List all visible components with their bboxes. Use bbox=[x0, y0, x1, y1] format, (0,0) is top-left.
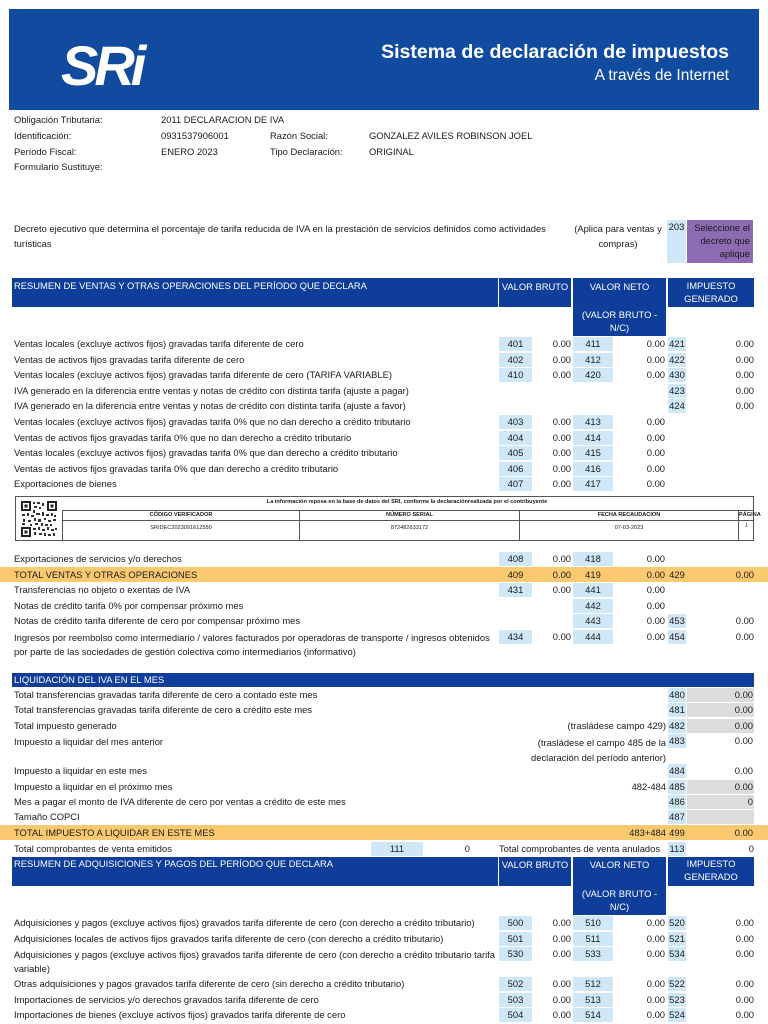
adquisiciones-row bbox=[0, 915, 768, 930]
impuesto-code: 423 bbox=[669, 384, 685, 396]
adquisiciones-row bbox=[0, 1007, 768, 1022]
valor-bruto-code: 431 bbox=[499, 583, 532, 597]
liquidacion-row-label: Impuesto a liquidar del mes anterior bbox=[14, 736, 164, 748]
ventas-row bbox=[0, 567, 768, 582]
ventas-row bbox=[0, 598, 768, 613]
valor-neto-value: 0.00 bbox=[646, 447, 665, 459]
impuesto-value: 0.00 bbox=[735, 568, 754, 580]
liquidacion-code: 482 bbox=[669, 719, 685, 731]
valor-neto-code: 510 bbox=[573, 916, 613, 930]
ventas-row-label: Ventas locales (excluye activos fijos) gravadas tarifa diferente de cero bbox=[14, 338, 304, 349]
ventas-valor-bruto-header bbox=[499, 278, 571, 307]
liquidacion-code: 485 bbox=[669, 780, 685, 792]
valor-bruto-code: 504 bbox=[499, 1008, 532, 1022]
valor-bruto-value: 0.00 bbox=[552, 978, 571, 990]
ventas-row-label: IVA generado en la diferencia entre ventas y notas de crédito con distinta tarifa (ajuste a favor) bbox=[14, 400, 406, 412]
liquidacion-value: 0.00 bbox=[687, 780, 754, 794]
impuesto-code: 422 bbox=[669, 353, 685, 365]
ventas-row bbox=[0, 629, 768, 659]
ventas-row bbox=[0, 352, 768, 367]
liquidacion-row bbox=[0, 702, 768, 717]
ventas-row bbox=[0, 613, 768, 628]
valor-neto-value: 0.00 bbox=[646, 631, 665, 642]
liquidacion-code: 483 bbox=[669, 735, 685, 747]
valor-bruto-code: 402 bbox=[499, 353, 532, 367]
valor-neto-code: 418 bbox=[573, 552, 613, 566]
ventas-row-label: Exportaciones de bienes bbox=[14, 478, 117, 490]
valor-bruto-code: 407 bbox=[499, 477, 532, 491]
liquidacion-row-label: TOTAL IMPUESTO A LIQUIDAR EN ESTE MES bbox=[14, 826, 215, 838]
comprobantes-anulados-code: 113 bbox=[669, 843, 685, 854]
valor-neto-value: 0.00 bbox=[646, 584, 665, 596]
ventas-row bbox=[0, 414, 768, 429]
ventas-row-label: Ventas de activos fijos gravadas tarifa 0% que no dan derecho a crédito tributario bbox=[14, 431, 352, 443]
valor-bruto-code: 502 bbox=[499, 977, 532, 991]
ventas-row-label: Notas de crédito tarifa diferente de cero por compensar próximo mes bbox=[14, 615, 301, 627]
ventas-neto-note: (VALOR BRUTO - N/C) bbox=[581, 309, 658, 333]
valor-neto-value: 0.00 bbox=[646, 478, 665, 490]
liquidacion-row-label: Total transferencias gravadas tarifa diferente de cero a contado este mes bbox=[14, 689, 318, 700]
valor-bruto-value: 0.00 bbox=[552, 917, 571, 928]
adquisiciones-row-label: Importaciones de servicios y/o derechos gravados tarifa diferente de cero bbox=[14, 993, 319, 1005]
codigo-verificador-label: CÓDIGO VERIFICADOR bbox=[149, 512, 213, 518]
decreto-aplica-note: (Aplica para ventas y compras) bbox=[574, 223, 662, 249]
liquidacion-code: 481 bbox=[669, 704, 685, 716]
adquisiciones-section-title: RESUMEN DE ADQUISICIONES Y PAGOS DEL PERÍODO QUE DECLARA bbox=[14, 858, 333, 869]
adq-neto-note-header bbox=[573, 886, 666, 915]
ventas-row-label: Notas de crédito tarifa 0% por compensar próximo mes bbox=[14, 599, 244, 611]
comprobantes-emitidos-code: 111 bbox=[371, 842, 423, 856]
ventas-impuesto-header bbox=[668, 278, 754, 307]
liquidacion-row-label: Impuesto a liquidar en este mes bbox=[14, 765, 147, 777]
liquidacion-row-note: 483+484 bbox=[629, 826, 666, 838]
decreto-code: 203 bbox=[667, 220, 686, 263]
valor-bruto-code: 403 bbox=[499, 415, 532, 429]
liquidacion-row bbox=[0, 825, 768, 840]
ventas-row bbox=[0, 398, 768, 413]
valor-neto-code: 417 bbox=[573, 477, 613, 491]
valor-neto-value: 0.00 bbox=[646, 993, 665, 1005]
adquisiciones-row bbox=[0, 931, 768, 946]
system-subtitle: A través de Internet bbox=[594, 67, 729, 84]
valor-bruto-code: 500 bbox=[499, 916, 532, 930]
liquidacion-code: 499 bbox=[669, 826, 685, 838]
system-title: Sistema de declaración de impuestos bbox=[381, 41, 729, 63]
ventas-row-label: Ingresos por reembolso como intermediario / valores facturados por operadoras de transporte / ingresos obtenidos por parte de las sociedades de gestión colectiva como intermediarios (informativo) bbox=[14, 632, 490, 657]
impuesto-code: 421 bbox=[669, 338, 685, 349]
valor-neto-code: 441 bbox=[573, 583, 613, 597]
liquidacion-value: 0 bbox=[687, 795, 754, 809]
valor-bruto-value: 0.00 bbox=[552, 462, 571, 474]
valor-neto-code: 415 bbox=[573, 446, 613, 460]
liquidacion-code: 487 bbox=[669, 811, 685, 823]
impuesto-code: 523 bbox=[669, 993, 685, 1005]
valor-neto-value: 0.00 bbox=[646, 369, 665, 381]
adq-neto-note: (VALOR BRUTO - N/C) bbox=[581, 888, 658, 912]
valor-bruto-code: 501 bbox=[499, 932, 532, 946]
tipo-declaracion-label: Tipo Declaración: bbox=[270, 146, 343, 157]
impuesto-code: 430 bbox=[669, 369, 685, 381]
liquidacion-row bbox=[0, 779, 768, 794]
valor-neto-code: 414 bbox=[573, 431, 613, 445]
valor-neto-code: 413 bbox=[573, 415, 613, 429]
valor-bruto-code: 404 bbox=[499, 431, 532, 445]
valor-neto-code: 411 bbox=[573, 337, 613, 351]
liquidacion-value: 0.00 bbox=[687, 703, 754, 717]
valor-neto-code: 533 bbox=[573, 947, 613, 961]
numero-serial-label: NÚMERO SERIAL bbox=[386, 512, 433, 518]
adquisiciones-row bbox=[0, 976, 768, 991]
valor-neto-value: 0.00 bbox=[646, 599, 665, 611]
liquidacion-row-label: Tamaño COPCI bbox=[14, 811, 80, 823]
obligacion-value: 2011 DECLARACION DE IVA bbox=[161, 114, 285, 125]
liquidacion-row-label: Total impuesto generado bbox=[14, 719, 117, 731]
ventas-row bbox=[0, 336, 768, 351]
ventas-row bbox=[0, 445, 768, 460]
impuesto-code: 429 bbox=[669, 568, 685, 580]
tipo-declaracion-value: ORIGINAL bbox=[369, 146, 414, 157]
liquidacion-section-title: LIQUIDACIÓN DEL IVA EN EL MES bbox=[14, 674, 165, 685]
liquidacion-code: 484 bbox=[669, 765, 685, 777]
codigo-verificador-value: SRIDEC2023091612550 bbox=[150, 525, 212, 531]
impuesto-code: 424 bbox=[669, 400, 685, 412]
impuesto-value: 0.00 bbox=[735, 369, 754, 381]
valor-bruto-value: 0.00 bbox=[552, 584, 571, 596]
ventas-row bbox=[0, 476, 768, 491]
liquidacion-value: 0.00 bbox=[734, 735, 753, 747]
adq-valor-neto-label: VALOR NETO bbox=[589, 859, 650, 870]
valor-neto-value: 0.00 bbox=[646, 917, 665, 928]
comprobantes-row bbox=[0, 841, 768, 856]
ventas-row-label: TOTAL VENTAS Y OTRAS OPERACIONES bbox=[14, 568, 198, 580]
valor-neto-value: 0.00 bbox=[646, 615, 665, 627]
liquidacion-row-label: Mes a pagar el monto de IVA diferente de cero por ventas a crédito de este mes bbox=[14, 796, 346, 807]
comprobantes-emitidos-value: 0 bbox=[464, 843, 470, 854]
valor-bruto-code: 401 bbox=[499, 337, 532, 351]
pagina-label: PÁGINA bbox=[739, 512, 761, 518]
ventas-section-title: RESUMEN DE VENTAS Y OTRAS OPERACIONES DEL PERÍODO QUE DECLARA bbox=[14, 280, 367, 291]
ventas-valor-neto-header bbox=[573, 278, 666, 307]
verification-title: La información reposa en la base de datos del SRI, conforme la declaraciónrealizada por el contribuyente bbox=[266, 499, 548, 505]
impuesto-value: 0.00 bbox=[735, 615, 754, 627]
sustitutivo-label: Formulario Sustituye: bbox=[14, 161, 103, 172]
valor-neto-value: 0.00 bbox=[646, 568, 665, 580]
impuesto-value: 0.00 bbox=[735, 917, 754, 928]
valor-bruto-value: 0.00 bbox=[552, 353, 571, 365]
valor-bruto-value: 0.00 bbox=[552, 338, 571, 349]
liquidacion-row bbox=[0, 718, 768, 733]
valor-bruto-value: 0.00 bbox=[552, 478, 571, 490]
valor-neto-code: 511 bbox=[573, 932, 613, 946]
valor-neto-code: 442 bbox=[573, 599, 613, 613]
ventas-row-label: Ventas locales (excluye activos fijos) gravadas tarifa diferente de cero (TARIFA VARIABLE) bbox=[14, 369, 392, 381]
impuesto-code: 522 bbox=[669, 978, 685, 990]
liquidacion-row bbox=[0, 794, 768, 809]
ventas-row-label: Ventas locales (excluye activos fijos) gravadas tarifa 0% que no dan derecho a crédito tributario bbox=[14, 416, 411, 427]
valor-neto-code: 513 bbox=[573, 993, 613, 1007]
valor-bruto-value: 0.00 bbox=[552, 568, 571, 580]
identificacion-label: Identificación: bbox=[14, 130, 72, 141]
pagina-cell bbox=[738, 511, 761, 541]
ventas-valor-bruto-label: VALOR BRUTO bbox=[501, 281, 569, 292]
impuesto-code: 453 bbox=[669, 615, 685, 627]
adq-valor-bruto-label: VALOR BRUTO bbox=[501, 859, 569, 870]
ventas-impuesto-label: IMPUESTO GENERADO bbox=[684, 280, 738, 304]
impuesto-value: 0.00 bbox=[735, 948, 754, 960]
adq-impuesto-label: IMPUESTO GENERADO bbox=[684, 858, 738, 882]
valor-neto-code: 512 bbox=[573, 977, 613, 991]
impuesto-code: 454 bbox=[669, 631, 685, 642]
valor-neto-value: 0.00 bbox=[646, 1009, 665, 1021]
numero-serial-cell bbox=[299, 511, 519, 541]
liquidacion-value: 0.00 bbox=[734, 826, 753, 838]
numero-serial-value: 872482633172 bbox=[390, 525, 429, 531]
liquidacion-row-note: (trasládese el campo 485 de la declaración del período anterior) bbox=[531, 737, 666, 764]
ventas-row bbox=[0, 461, 768, 476]
impuesto-value: 0.00 bbox=[735, 993, 754, 1005]
adquisiciones-row-label: Adquisiciones y pagos (excluye activos fijos) gravados tarifa diferente de cero (con derecho a crédito tributario tarifa variable) bbox=[14, 949, 495, 975]
valor-bruto-value: 0.00 bbox=[552, 431, 571, 443]
valor-bruto-code: 409 bbox=[507, 568, 524, 580]
ventas-row-label: Exportaciones de servicios y/o derechos bbox=[14, 553, 182, 564]
identificacion-value: 0931537906001 bbox=[161, 130, 229, 141]
sri-logo bbox=[61, 33, 161, 99]
valor-neto-code: 416 bbox=[573, 462, 613, 476]
liquidacion-row-note: 482-484 bbox=[631, 780, 666, 792]
ventas-row bbox=[0, 582, 768, 597]
header-banner bbox=[9, 9, 759, 110]
ventas-valor-neto-label: VALOR NETO bbox=[589, 281, 650, 292]
valor-bruto-value: 0.00 bbox=[552, 948, 571, 960]
valor-bruto-value: 0.00 bbox=[552, 369, 571, 381]
valor-neto-value: 0.00 bbox=[646, 416, 665, 427]
valor-neto-code: 514 bbox=[573, 1008, 613, 1022]
valor-bruto-value: 0.00 bbox=[552, 1009, 571, 1021]
verification-table bbox=[62, 510, 761, 540]
adquisiciones-row bbox=[0, 992, 768, 1007]
liquidacion-value bbox=[687, 810, 754, 824]
adquisiciones-row-label: Importaciones de bienes (excluye activos fijos) gravados tarifa diferente de cero bbox=[14, 1009, 346, 1021]
fecha-recaudacion-label: FECHA RECAUDACION bbox=[597, 512, 661, 518]
ventas-row-label: Ventas de activos fijos gravadas tarifa diferente de cero bbox=[14, 353, 245, 365]
valor-bruto-code: 410 bbox=[499, 368, 532, 382]
valor-neto-value: 0.00 bbox=[646, 338, 665, 349]
decreto-select[interactable]: Seleccione el decreto que aplique bbox=[687, 220, 753, 263]
ventas-row-label: Transferencias no objeto o exentas de IVA bbox=[14, 584, 191, 596]
fecha-recaudacion-value: 07-03-2023 bbox=[614, 525, 644, 531]
adquisiciones-row-label: Adquisiciones y pagos (excluye activos fijos) gravados tarifa diferente de cero (con derecho a crédito tributario) bbox=[14, 917, 475, 928]
svg-text:SRi: SRi bbox=[61, 34, 143, 97]
verification-box bbox=[15, 496, 761, 541]
ventas-row-label: IVA generado en la diferencia entre ventas y notas de crédito con distinta tarifa (ajuste a pagar) bbox=[14, 384, 409, 396]
adquisiciones-row-label: Otras adquisiciones y pagos gravados tarifa diferente de cero (sin derecho a crédito tributario) bbox=[14, 978, 405, 990]
valor-neto-value: 0.00 bbox=[646, 462, 665, 474]
liquidacion-value: 0.00 bbox=[734, 765, 753, 777]
liquidacion-row bbox=[0, 687, 768, 702]
valor-neto-value: 0.00 bbox=[646, 932, 665, 944]
liquidacion-row-label: Total transferencias gravadas tarifa diferente de cero a crédito este mes bbox=[14, 704, 313, 716]
valor-bruto-code: 530 bbox=[499, 947, 532, 961]
valor-neto-code: 420 bbox=[573, 368, 613, 382]
valor-bruto-code: 406 bbox=[499, 462, 532, 476]
impuesto-value: 0.00 bbox=[735, 384, 754, 396]
liquidacion-row bbox=[0, 809, 768, 824]
liquidacion-row-label: Impuesto a liquidar en el próximo mes bbox=[14, 780, 173, 792]
liquidacion-code: 486 bbox=[669, 796, 685, 807]
impuesto-value: 0.00 bbox=[735, 932, 754, 944]
ventas-row bbox=[0, 430, 768, 445]
ventas-row bbox=[0, 383, 768, 398]
impuesto-value: 0.00 bbox=[735, 400, 754, 412]
liquidacion-value: 0.00 bbox=[687, 719, 754, 733]
fecha-recaudacion-cell bbox=[519, 511, 738, 541]
valor-neto-value: 0.00 bbox=[646, 978, 665, 990]
liquidacion-value: 0.00 bbox=[687, 688, 754, 702]
adq-valor-neto-header bbox=[573, 857, 666, 886]
impuesto-value: 0.00 bbox=[735, 353, 754, 365]
adq-valor-bruto-header bbox=[499, 857, 571, 886]
comprobantes-emitidos-label: Total comprobantes de venta emitidos bbox=[14, 843, 172, 854]
valor-bruto-code: 405 bbox=[499, 446, 532, 460]
liquidacion-row bbox=[0, 763, 768, 778]
periodo-value: ENERO 2023 bbox=[161, 146, 218, 157]
razon-social-value: GONZALEZ AVILES ROBINSON JOEL bbox=[369, 130, 533, 141]
valor-bruto-code: 434 bbox=[499, 630, 532, 644]
adquisiciones-row bbox=[0, 946, 768, 976]
pagina-value: 1 bbox=[744, 523, 749, 529]
qr-code-icon bbox=[20, 500, 58, 538]
valor-bruto-value: 0.00 bbox=[552, 553, 571, 564]
decreto-text: Decreto ejecutivo que determina el porcentaje de tarifa reducida de IVA en la prestación de servicios definidos como actividades turísticas bbox=[14, 223, 546, 249]
valor-neto-value: 0.00 bbox=[646, 353, 665, 365]
impuesto-value: 0.00 bbox=[735, 338, 754, 349]
valor-bruto-value: 0.00 bbox=[552, 932, 571, 944]
impuesto-value: 0.00 bbox=[735, 978, 754, 990]
valor-neto-code: 412 bbox=[573, 353, 613, 367]
impuesto-value: 0.00 bbox=[735, 631, 754, 642]
valor-bruto-code: 408 bbox=[499, 552, 532, 566]
periodo-label: Período Fiscal: bbox=[14, 146, 77, 157]
liquidacion-row-note: (trasládese campo 429) bbox=[567, 719, 666, 731]
liquidacion-code: 480 bbox=[669, 689, 685, 700]
obligacion-label: Obligación Tributaria: bbox=[14, 114, 103, 125]
adq-impuesto-header bbox=[668, 857, 754, 886]
valor-neto-value: 0.00 bbox=[646, 431, 665, 443]
impuesto-code: 521 bbox=[669, 932, 685, 944]
ventas-row bbox=[0, 551, 768, 566]
impuesto-code: 524 bbox=[669, 1009, 685, 1021]
codigo-verificador-cell bbox=[62, 511, 299, 541]
valor-neto-code: 444 bbox=[573, 630, 613, 644]
comprobantes-anulados-value: 0 bbox=[748, 843, 754, 854]
valor-neto-code: 443 bbox=[573, 614, 613, 628]
impuesto-value: 0.00 bbox=[735, 1009, 754, 1021]
ventas-row-label: Ventas de activos fijos gravadas tarifa 0% que dan derecho a crédito tributario bbox=[14, 462, 339, 474]
razon-social-label: Razón Social: bbox=[270, 130, 328, 141]
valor-neto-value: 0.00 bbox=[646, 553, 665, 564]
valor-bruto-value: 0.00 bbox=[552, 447, 571, 459]
liquidacion-row bbox=[0, 733, 768, 763]
comprobantes-anulados-label: Total comprobantes de venta anulados bbox=[499, 843, 661, 854]
ventas-row bbox=[0, 367, 768, 382]
valor-bruto-code: 503 bbox=[499, 993, 532, 1007]
ventas-neto-note-header bbox=[573, 307, 666, 336]
valor-neto-value: 0.00 bbox=[646, 948, 665, 960]
valor-bruto-value: 0.00 bbox=[552, 631, 571, 642]
valor-bruto-value: 0.00 bbox=[552, 993, 571, 1005]
adquisiciones-row-label: Adquisiciones locales de activos fijos gravados tarifa diferente de cero (con derecho a crédito tributario) bbox=[14, 932, 444, 944]
valor-bruto-value: 0.00 bbox=[552, 416, 571, 427]
impuesto-code: 520 bbox=[669, 917, 685, 928]
valor-neto-code: 419 bbox=[585, 568, 601, 580]
impuesto-code: 534 bbox=[669, 948, 685, 960]
ventas-row-label: Ventas locales (excluye activos fijos) gravadas tarifa 0% que dan derecho a crédito tributario bbox=[14, 447, 398, 459]
